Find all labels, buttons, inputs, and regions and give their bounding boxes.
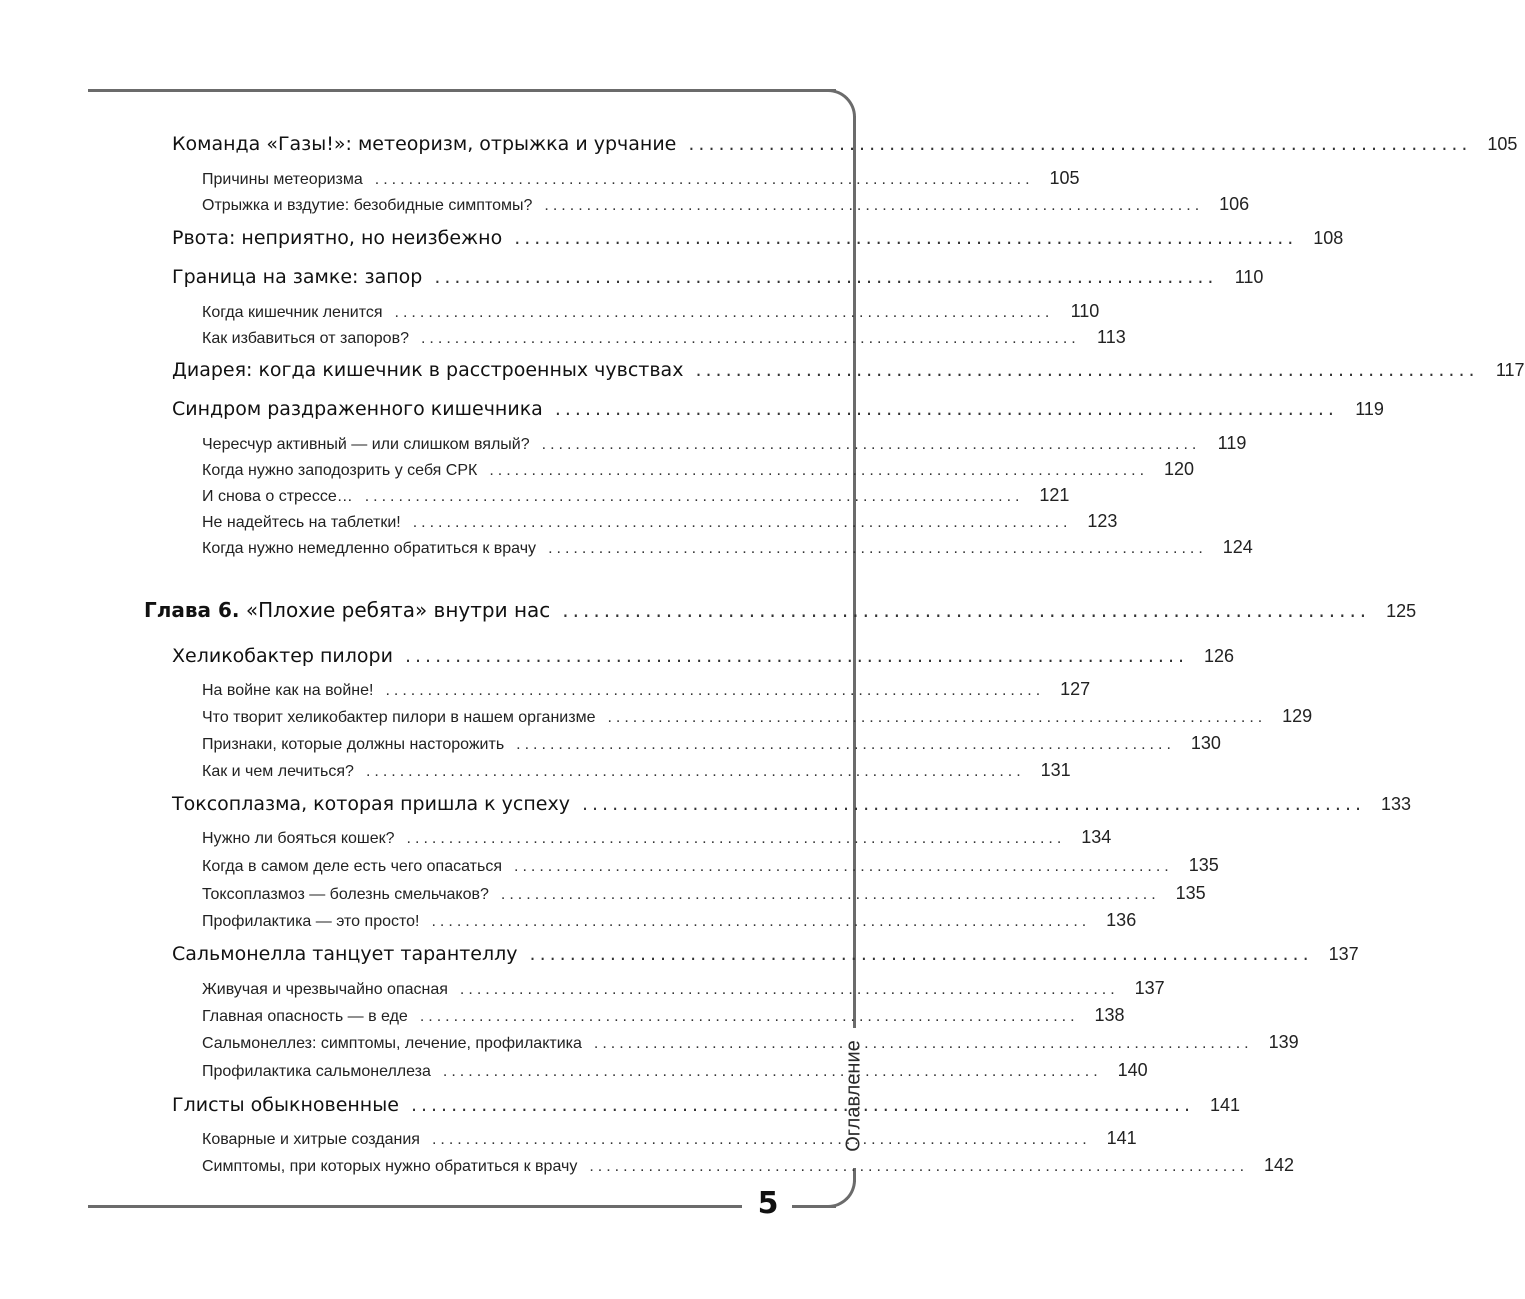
toc-entry-title: Профилактика — это просто! — [202, 913, 420, 930]
toc-entry-page: 139 — [1268, 1032, 1299, 1052]
dot-leader: .............................................................................. — [420, 330, 1080, 347]
dot-leader: .............................................................................. — [431, 1131, 1091, 1148]
chapter-title: «Плохие ребята» внутри нас — [245, 598, 551, 622]
toc-entry-page: 119 — [1355, 399, 1384, 419]
toc-entry-page: 138 — [1094, 1005, 1125, 1025]
toc-entry-page: 123 — [1087, 511, 1118, 531]
toc-entry-title: Живучая и чрезвычайно опасная — [202, 981, 448, 998]
toc-entry-page: 110 — [1070, 301, 1100, 321]
dot-leader: .............................................................................. — [500, 886, 1160, 903]
toc-entry-page: 129 — [1282, 706, 1313, 726]
frame-top-corner — [826, 89, 856, 119]
toc-entry-title: Когда кишечник ленится — [202, 304, 383, 321]
toc-entry-subsection[interactable] — [202, 1060, 1148, 1081]
running-header-side-label: Оглавление — [843, 1036, 866, 1156]
toc-entry-title: Отрыжка и вздутие: безобидные симптомы? — [202, 197, 533, 214]
toc-entry-page: 135 — [1188, 855, 1219, 875]
toc-entry-subsection[interactable] — [202, 511, 1118, 532]
toc-entry-title: Граница на замке: запор — [172, 266, 423, 288]
toc-entry-page: 141 — [1209, 1095, 1241, 1115]
toc-entry-subsection[interactable] — [202, 760, 1071, 781]
toc-entry-section[interactable] — [172, 359, 1525, 381]
toc-entry-page: 121 — [1039, 485, 1070, 505]
toc-entry-title: Нужно ли бояться кошек? — [202, 830, 395, 847]
toc-entry-title: Токсоплазмоз — болезнь смельчаков? — [202, 886, 489, 903]
dot-leader: .............................................................................. — [442, 1063, 1102, 1080]
toc-entry-page: 125 — [1386, 601, 1417, 621]
dot-leader: .............................................................................. — [385, 682, 1045, 699]
toc-entry-page: 130 — [1190, 733, 1221, 753]
toc-entry-page: 131 — [1040, 760, 1071, 780]
toc-entry-section[interactable] — [172, 793, 1412, 815]
toc-entry-page: 141 — [1106, 1128, 1137, 1148]
toc-entry-title: Коварные и хитрые создания — [202, 1131, 420, 1148]
toc-entry-title: На войне как на войне! — [202, 682, 374, 699]
dot-leader: .............................................................................. — [544, 197, 1204, 214]
toc-entry-page: 110 — [1234, 267, 1264, 287]
toc-entry-subsection[interactable] — [202, 1128, 1137, 1149]
toc-entry-title: Причины метеоризма — [202, 171, 363, 188]
dot-leader: .............................................................................. — [412, 514, 1072, 531]
toc-entry-title: Сальмонеллез: симптомы, лечение, профилактика — [202, 1035, 582, 1052]
toc-entry-title: Что творит хеликобактер пилори в нашем организме — [202, 709, 596, 726]
toc-entry-page: 137 — [1328, 944, 1359, 964]
toc-entry-subsection[interactable] — [202, 537, 1253, 558]
toc-entry-page: 133 — [1381, 794, 1412, 814]
dot-leader: .............................................................................. — [406, 830, 1066, 847]
dot-leader: .............................................................................. — [514, 858, 1173, 875]
toc-entry-title: Чересчур активный — или слишком вялый? — [202, 436, 530, 453]
toc-entry-subsection[interactable] — [202, 733, 1221, 754]
frame-bottom-rule-left — [88, 1205, 742, 1208]
dot-leader: .............................................................................. — [593, 1035, 1253, 1052]
toc-entry-page: 105 — [1487, 134, 1518, 154]
toc-entry-section[interactable] — [172, 133, 1518, 155]
toc-entry-title: Сальмонелла танцует тарантеллу — [172, 943, 518, 965]
dot-leader: .............................................................................. — [554, 398, 1338, 420]
toc-entry-title: Диарея: когда кишечник в расстроенных чувствах — [172, 359, 684, 381]
dot-leader: .............................................................................. — [514, 227, 1298, 249]
toc-entry-subsection[interactable] — [202, 485, 1070, 506]
dot-leader: .............................................................................. — [364, 488, 1024, 505]
toc-entry-page: 134 — [1081, 827, 1112, 847]
chapter-label: Глава 6. — [144, 598, 240, 622]
dot-leader: .............................................................................. — [419, 1008, 1079, 1025]
dot-leader: .............................................................................. — [695, 359, 1479, 381]
dot-leader: .............................................................................. — [541, 436, 1201, 453]
toc-entry-title: Когда нужно немедленно обратиться к врачу — [202, 540, 537, 557]
toc-entry-title: Не надейтесь на таблетки! — [202, 514, 401, 531]
toc-entry-page: 124 — [1222, 537, 1253, 557]
dot-leader: .............................................................................. — [529, 943, 1313, 965]
toc-entry-chapter[interactable] — [144, 598, 1417, 622]
toc-entry-page: 113 — [1097, 327, 1126, 347]
toc-entry-page: 135 — [1175, 883, 1206, 903]
dot-leader: .............................................................................. — [394, 304, 1054, 321]
frame-bottom-rule-right — [792, 1205, 836, 1208]
toc-entry-title: Когда нужно заподозрить у себя СРК — [202, 462, 478, 479]
toc-entry-section[interactable] — [172, 266, 1264, 288]
toc-entry-title: Главная опасность — в еде — [202, 1008, 408, 1025]
page-number: 5 — [757, 1186, 779, 1221]
toc-entry-subsection[interactable] — [202, 978, 1165, 999]
toc-entry-subsection[interactable] — [202, 883, 1206, 904]
toc-entry-subsection[interactable] — [202, 827, 1112, 848]
toc-entry-subsection[interactable] — [202, 433, 1247, 454]
frame-top-rule — [88, 89, 836, 92]
chapter-heading — [144, 598, 558, 622]
frame-bottom-corner — [826, 1178, 856, 1208]
dot-leader: .............................................................................. — [688, 133, 1472, 155]
toc-entry-title: И снова о стрессе… — [202, 488, 353, 505]
toc-entry-subsection[interactable] — [202, 1032, 1299, 1053]
dot-leader: .............................................................................. — [489, 462, 1149, 479]
dot-leader: .............................................................................. — [562, 598, 1371, 622]
toc-entry-page: 137 — [1134, 978, 1165, 998]
toc-entry-page: 120 — [1164, 459, 1195, 479]
dot-leader: .............................................................................. — [431, 913, 1091, 930]
toc-entry-subsection[interactable] — [202, 459, 1195, 480]
toc-entry-subsection[interactable] — [202, 301, 1100, 322]
toc-entry-section[interactable] — [172, 645, 1235, 667]
toc-entry-subsection[interactable] — [202, 1005, 1125, 1026]
toc-entry-section[interactable] — [172, 398, 1384, 420]
dot-leader: .............................................................................. — [581, 793, 1366, 815]
toc-entry-title: Симптомы, при которых нужно обратиться к врачу — [202, 1158, 578, 1175]
toc-entry-title: Токсоплазма, которая пришла к успеху — [172, 793, 570, 815]
toc-entry-page: 127 — [1060, 679, 1091, 699]
dot-leader: .............................................................................. — [589, 1158, 1249, 1175]
toc-entry-page: 126 — [1204, 646, 1235, 666]
toc-entry-subsection[interactable] — [202, 168, 1080, 189]
toc-entry-page: 106 — [1219, 194, 1250, 214]
toc-entry-title: Признаки, которые должны насторожить — [202, 736, 505, 753]
toc-entry-page: 136 — [1106, 910, 1137, 930]
toc-entry-title: Рвота: неприятно, но неизбежно — [172, 227, 503, 249]
toc-entry-title: Как и чем лечиться? — [202, 763, 354, 780]
toc-entry-title: Когда в самом деле есть чего опасаться — [202, 858, 502, 875]
toc-entry-page: 119 — [1217, 433, 1247, 453]
dot-leader: .............................................................................. — [548, 540, 1207, 557]
toc-entry-section[interactable] — [172, 943, 1359, 965]
toc-entry-section[interactable] — [172, 227, 1344, 249]
dot-leader: .............................................................................. — [607, 709, 1267, 726]
toc-entry-subsection[interactable] — [202, 327, 1126, 348]
dot-leader: .............................................................................. — [365, 763, 1025, 780]
dot-leader: .............................................................................. — [374, 171, 1034, 188]
toc-entry-subsection[interactable] — [202, 194, 1250, 215]
toc-entry-subsection[interactable] — [202, 679, 1091, 700]
toc-entry-subsection[interactable] — [202, 706, 1313, 727]
toc-entry-title: Профилактика сальмонеллеза — [202, 1063, 431, 1080]
toc-entry-subsection[interactable] — [202, 855, 1219, 876]
toc-entry-page: 105 — [1049, 168, 1080, 188]
toc-entry-title: Команда «Газы!»: метеоризм, отрыжка и урчание — [172, 133, 677, 155]
dot-leader: .............................................................................. — [410, 1094, 1195, 1116]
toc-entry-page: 142 — [1264, 1155, 1295, 1175]
toc-entry-title: Как избавиться от запоров? — [202, 330, 409, 347]
dot-leader: .............................................................................. — [459, 981, 1119, 998]
toc-entry-section[interactable] — [172, 1094, 1241, 1116]
toc-entry-subsection[interactable] — [202, 910, 1137, 931]
toc-entry-page: 140 — [1117, 1060, 1148, 1080]
toc-entry-subsection[interactable] — [202, 1155, 1295, 1176]
toc-entry-title: Глисты обыкновенные — [172, 1094, 399, 1116]
dot-leader: .............................................................................. — [434, 266, 1218, 288]
toc-entry-page: 117 — [1495, 360, 1525, 380]
dot-leader: .............................................................................. — [404, 645, 1189, 667]
toc-entry-page: 108 — [1313, 228, 1344, 248]
toc-entry-title: Синдром раздраженного кишечника — [172, 398, 543, 420]
toc-entry-title: Хеликобактер пилори — [172, 645, 393, 667]
dot-leader: .............................................................................. — [516, 736, 1175, 753]
